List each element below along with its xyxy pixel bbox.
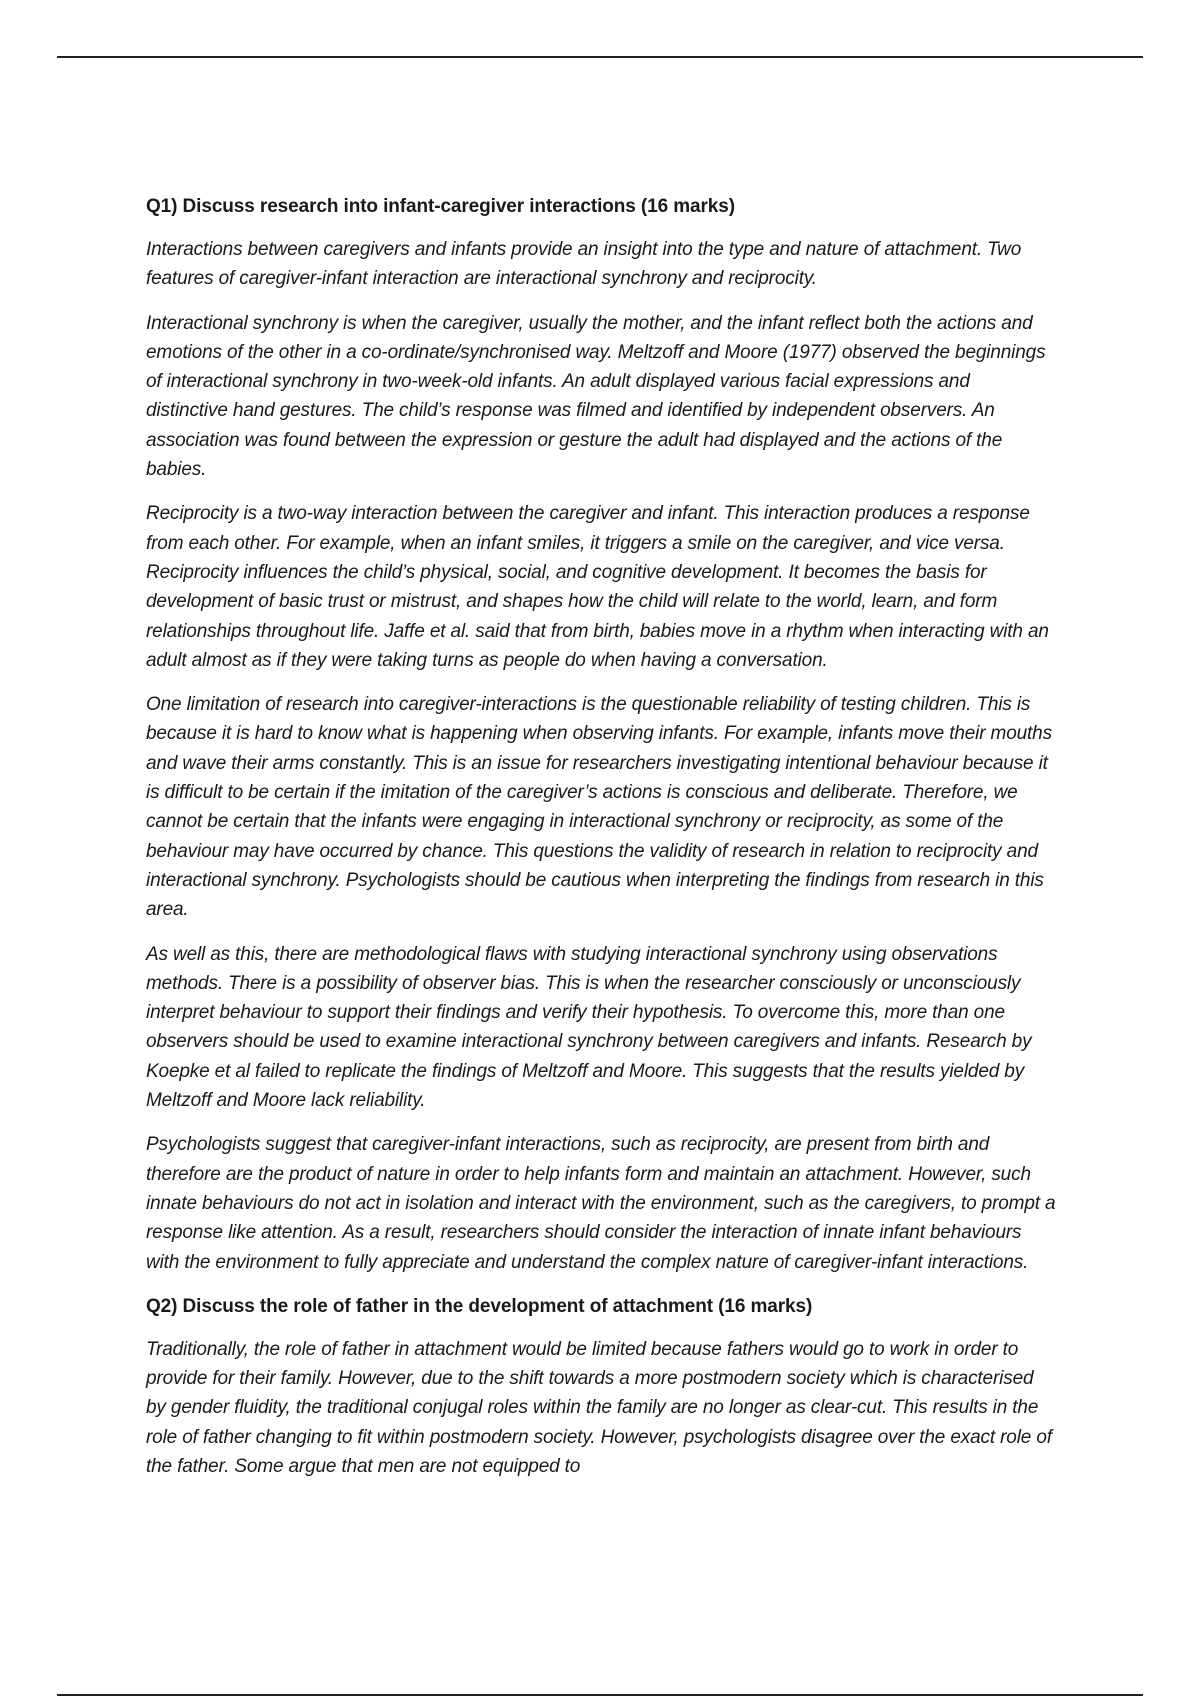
q2-heading: Q2) Discuss the role of father in the development of attachment (16 marks) [146, 1295, 813, 1317]
q2-paragraph-1: Traditionally, the role of father in attachment would be limited because fathers would go to work in order to provide for their family. However, due to the shift towards a more postmodern society which is characterised by gender fluidity, the traditional conjugal roles within the family are no longer as clear-cut. This results in the role of father changing to fit within postmodern society. However, psychologists disagree over the exact role of the father. Some argue that men are not equipped to [146, 1338, 1052, 1477]
q1-heading: Q1) Discuss research into infant-caregiver interactions (16 marks) [146, 196, 735, 217]
q1-paragraph-5: As well as this, there are methodological flaws with studying interactional synchrony using observations methods. There is a possibility of observer bias. This is when the researcher consciously or unconsciously interpret behaviour to support their findings and verify their hypothesis. To overcome this, more than one observers should be used to examine interactional synchrony between caregivers and infants. Research by Koepke et al failed to replicate the findings of Meltzoff and Moore. This suggests that the results yielded by Meltzoff and Moore lack reliability. [146, 943, 1032, 1112]
document-body [146, 192, 1056, 1496]
q1-paragraph-3: Reciprocity is a two-way interaction between the caregiver and infant. This interaction produces a response from each other. For example, when an infant smiles, it triggers a smile on the caregiver, and vice versa. Reciprocity influences the child’s physical, social, and cognitive development. It becomes the basis for development of basic trust or mistrust, and shapes how the child will relate to the world, learn, and form relationships throughout life. Jaffe et al. said that from birth, babies move in a rhythm when interacting with an adult almost as if they were taking turns as people do when having a conversation. [146, 503, 1049, 671]
top-rule [57, 56, 1143, 58]
bottom-rule [57, 1694, 1143, 1696]
q1-paragraph-2: Interactional synchrony is when the caregiver, usually the mother, and the infant reflect both the actions and emotions of the other in a co-ordinate/synchronised way. Meltzoff and Moore (1977) observed the beginnings of interactional synchrony in two-week-old infants. An adult displayed various facial expressions and distinctive hand gestures. The child’s response was filmed and identified by independent observers. An association was found between the expression or gesture the adult had displayed and the actions of the babies. [146, 312, 1046, 481]
q1-paragraph-1: Interactions between caregivers and infants provide an insight into the type and nature of attachment. Two features of caregiver-infant interaction are interactional synchrony and reciprocity. [146, 239, 1022, 290]
q1-paragraph-6: Psychologists suggest that caregiver-infant interactions, such as reciprocity, are present from birth and therefore are the product of nature in order to help infants form and maintain an attachment. However, such innate behaviours do not act in isolation and interact with the environment, such as the caregivers, to prompt a response like attention. As a result, researchers should consider the interaction of innate infant behaviours with the environment to fully appreciate and understand the complex nature of caregiver-infant interactions. [146, 1134, 1056, 1273]
q1-paragraph-4: One limitation of research into caregiver-interactions is the questionable reliability of testing children. This is because it is hard to know what is happening when observing infants. For example, infants move their mouths and wave their arms constantly. This is an issue for researchers investigating intentional behaviour because it is difficult to be certain if the imitation of the caregiver’s actions is conscious and deliberate. Therefore, we cannot be certain that the infants were engaging in interactional synchrony or reciprocity, as some of the behaviour may have occurred by chance. This questions the validity of research in relation to reciprocity and interactional synchrony. Psychologists should be cautious when interpreting the findings from research in this area. [146, 694, 1052, 921]
